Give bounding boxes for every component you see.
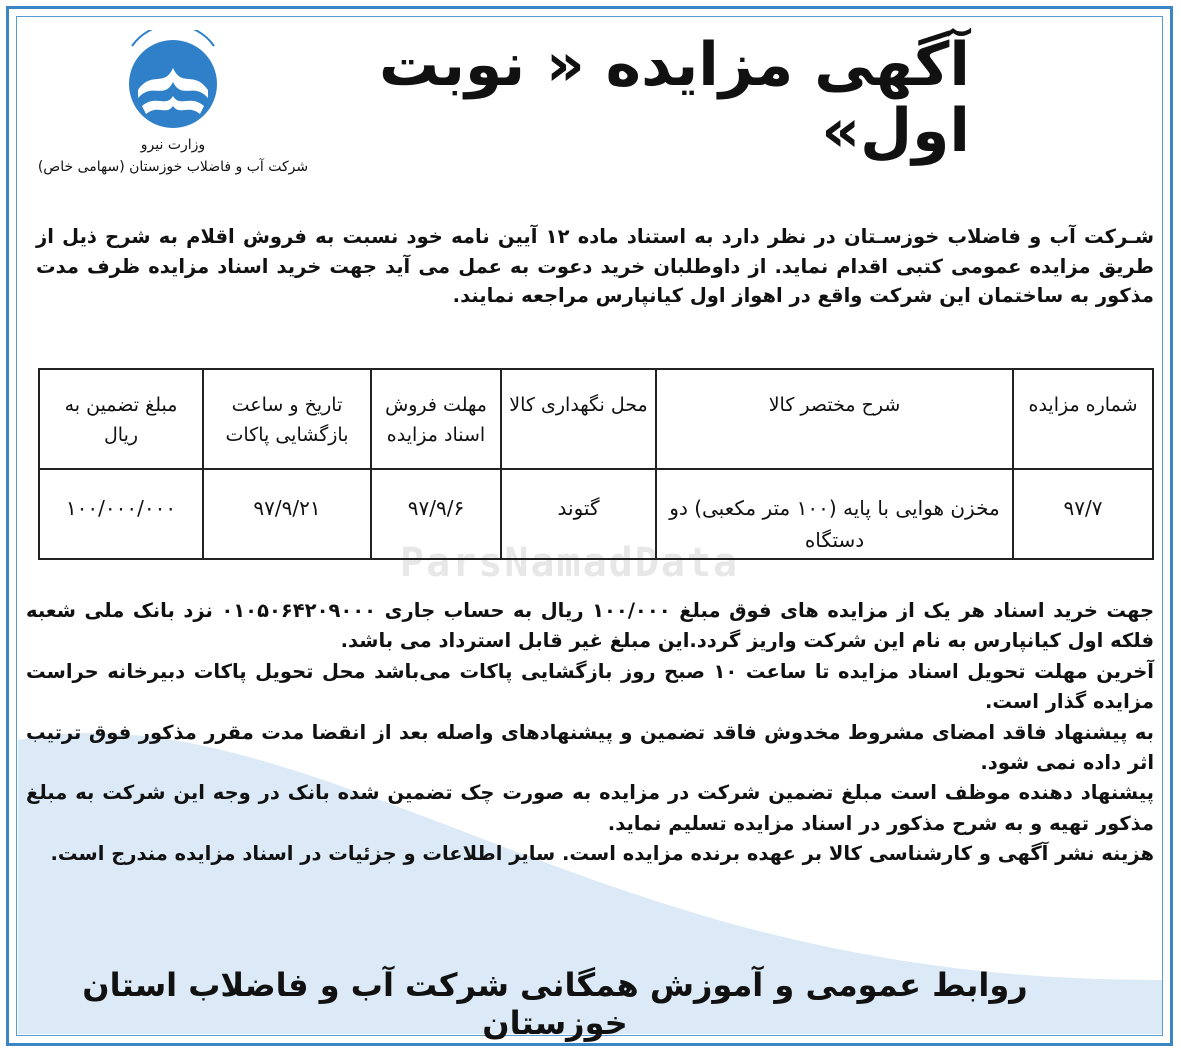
watermark: ParsNamadData (400, 540, 740, 586)
table-header-row (39, 369, 1153, 469)
ministry-label: وزارت نیرو (140, 137, 206, 153)
intro-paragraph: شـرکت آب و فاضلاب خوزسـتان در نظر دارد به استناد ماده ۱۲ آیین نامه خود نسبت به فروش اقلام به شرح ذیل از طریق مزایده عمومی کتبی اقدام نماید. از داوطلبان خرید دعوت به عمل می آید جهت خرید اسناد مزایده ظرف مدت مذکور به ساختمان این شرکت واقع در اهواز اول کیانپارس مراجعه نمایند. (36, 225, 1154, 308)
cell-guarantee: ۱۰۰/۰۰۰/۰۰۰ (39, 469, 203, 559)
header-deadline: مهلت فروش اسناد مزایده (371, 369, 501, 469)
company-label: شرکت آب و فاضلاب خوزستان (سهامی خاص) (37, 159, 309, 176)
footer-signature: روابط عمومی و آموزش همگانی شرکت آب و فاضلاب استان خوزستان (82, 966, 1028, 1042)
condition-item: آخرین مهلت تحویل اسناد مزایده تا ساعت ۱۰ صبح روز بازگشایی پاکات می‌باشد محل تحویل پاکات دبیرخانه حراست مزایده گذار است. (26, 659, 1154, 714)
header-opening: تاریخ و ساعت بازگشایی پاکات (203, 369, 371, 469)
cell-storage: گتوند (501, 469, 656, 559)
cell-auction-no: ۹۷/۷ (1013, 469, 1153, 559)
header-description: شرح مختصر کالا (656, 369, 1013, 469)
header-auction-no: شماره مزایده (1013, 369, 1153, 469)
table-row (39, 469, 1153, 559)
cell-description: مخزن هوایی با پایه (۱۰۰ متر مکعبی) دو دستگاه (656, 469, 1013, 559)
header-guarantee: مبلغ تضمین به ریال (39, 369, 203, 469)
condition-item: پیشنهاد دهنده موظف است مبلغ تضمین شرکت در مزایده به صورت چک تضمین شده بانک در وجه این شرکت به مبلغ مذکور تهیه و به شرح مذکور در اسناد مزایده تسلیم نماید. (26, 781, 1154, 835)
condition-item: به پیشنهاد فاقد امضای مشروط مخدوش فاقد تضمین و پیشنهادهای واصله بعد از انقضا مدت مقرر مذکور فوق ترتیب اثر داده نمی شود. (26, 720, 1154, 775)
organization-name (28, 134, 318, 179)
condition-item: هزینه نشر آگهی و کارشناسی کالا بر عهده برنده مزایده است. سایر اطلاعات و جزئیات در اسناد مزایده مندرج است. (50, 842, 1154, 866)
cell-deadline: ۹۷/۹/۶ (371, 469, 501, 559)
auction-table (38, 368, 1154, 560)
page-title: آگهی مزایده « نوبت اول» (378, 30, 970, 166)
conditions-section (26, 596, 1154, 870)
condition-item: جهت خرید اسناد هر یک از مزایده های فوق مبلغ ۱۰۰/۰۰۰ ریال به حساب جاری ۰۱۰۵۰۶۴۲۰۹۰۰۰ نزد بانک ملی شعبه فلکه اول کیانپارس به نام این شرکت واریز گردد.این مبلغ غیر قابل استرداد می باشد. (26, 599, 1155, 653)
cell-opening: ۹۷/۹/۲۱ (203, 469, 371, 559)
header-storage: محل نگهداری کالا (501, 369, 656, 469)
company-logo-icon (112, 30, 234, 130)
